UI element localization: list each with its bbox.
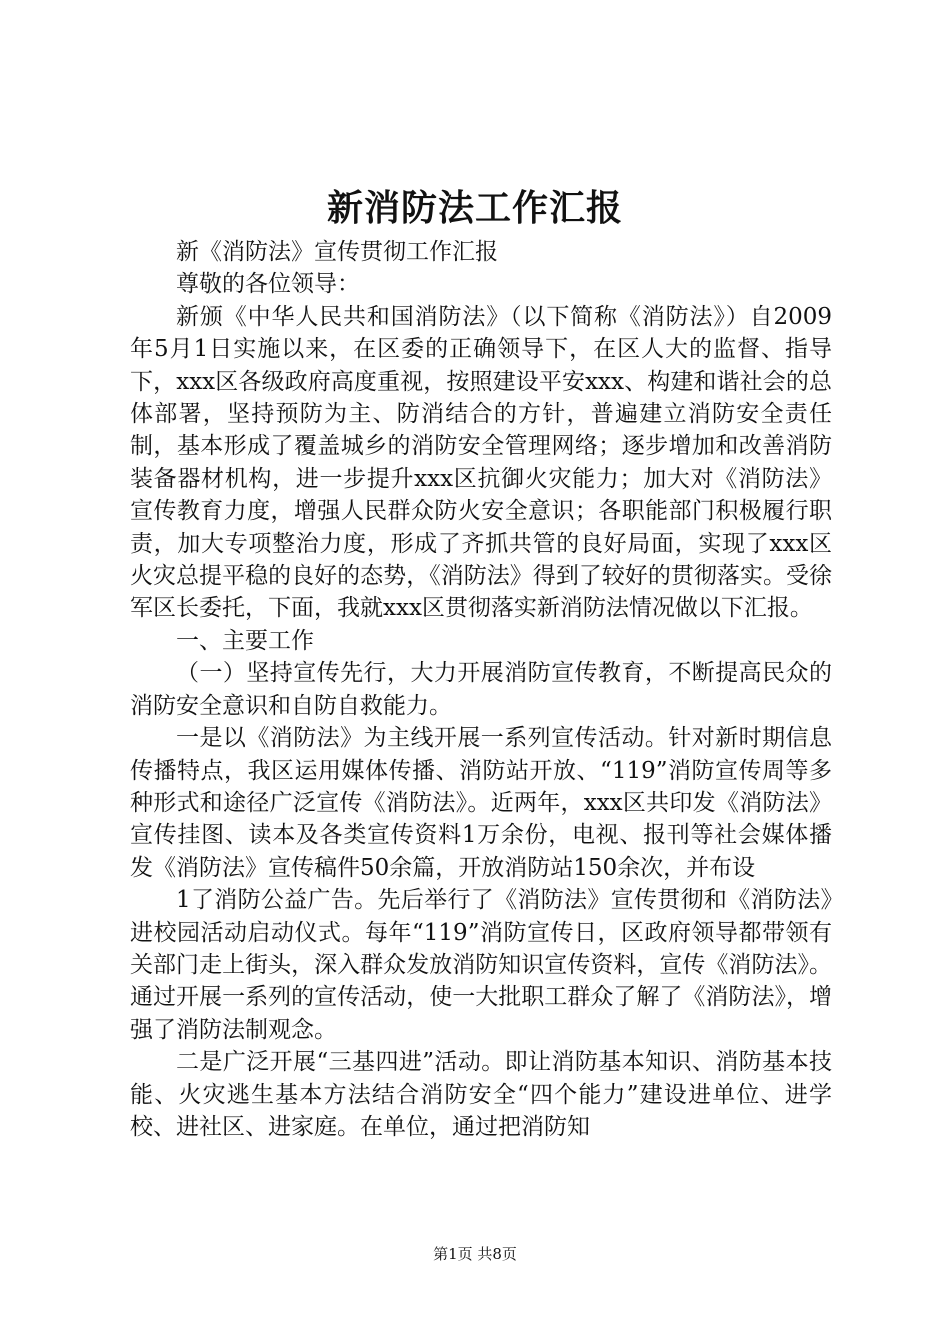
subtitle-paragraph: 新《消防法》宣传贯彻工作汇报	[176, 239, 498, 265]
body-paragraph: 二是广泛开展“三基四进”活动。即让消防基本知识、消防基本技能、火灾逃生基本方法结合消防安全“四个能力”建设进单位、进学校、进社区、进家庭。在单位，通过把消防知	[130, 1049, 832, 1140]
page-footer: 第1页 共8页	[433, 1245, 517, 1263]
document-title: 新消防法工作汇报	[326, 187, 623, 229]
body-paragraph: 一是以《消防法》为主线开展一系列宣传活动。针对新时期信息传播特点，我区运用媒体传播、消防站开放、“119”消防宣传周等多种形式和途径广泛宣传《消防法》。近两年，xxx区共印发《消防法》宣传挂图、读本及各类宣传资料1万余份，电视、报刊等社会媒体播发《消防法》宣传稿件50余篇，开放消防站150余次，并布设	[130, 725, 832, 881]
salutation-paragraph: 尊敬的各位领导：	[176, 271, 360, 298]
body-paragraph: 1了消防公益广告。先后举行了《消防法》宣传贯彻和《消防法》进校园活动启动仪式。每年“119”消防宣传日，区政府领导都带领有关部门走上街头，深入群众发放消防知识宣传资料，宣传《消防法》。通过开展一系列的宣传活动，使一大批职工群众了解了《消防法》，增强了消防法制观念。	[130, 887, 832, 1043]
subsection-heading: （一）坚持宣传先行，大力开展消防宣传教育，不断提高民众的消防安全意识和自防自救能力。	[130, 660, 832, 719]
intro-paragraph: 新颁《中华人民共和国消防法》（以下简称《消防法》）自2009年5月1日实施以来，在区委的正确领导下，在区人大的监督、指导下，xxx区各级政府高度重视，按照建设平安xxx、构建和谐社会的总体部署，坚持预防为主、防消结合的方针，普遍建立消防安全责任制，基本形成了覆盖城乡的消防安全管理网络；逐步增加和改善消防装备器材机构，进一步提升xxx区抗御火灾能力；加大对《消防法》宣传教育力度，增强人民群众防火安全意识；各职能部门积极履行职责，加大专项整治力度，形成了齐抓共管的良好局面，实现了xxx区火灾总提平稳的良好的态势，《消防法》得到了较好的贯彻落实。受徐军区长委托，下面，我就xxx区贯彻落实新消防法情况做以下汇报。	[130, 303, 832, 622]
section-heading: 一、主要工作	[176, 627, 314, 654]
document-body	[130, 236, 832, 1143]
